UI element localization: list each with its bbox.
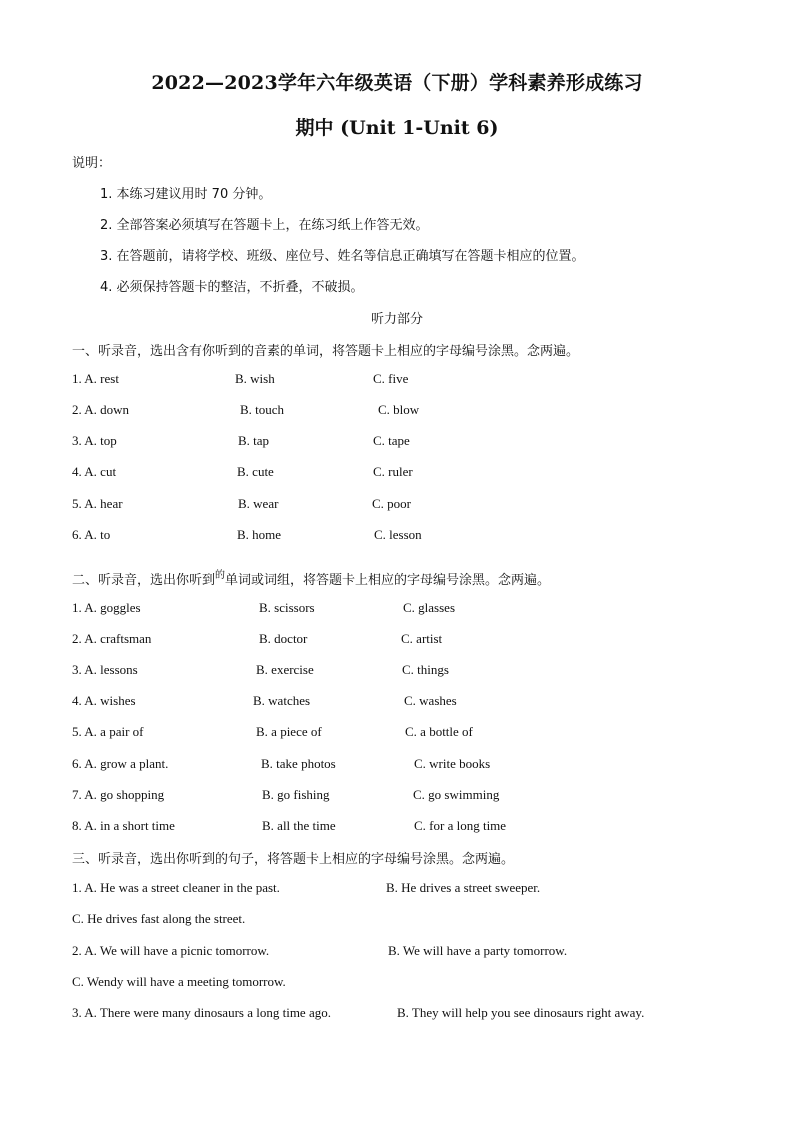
part3-heading: 三、听录音，选出你听到的句子，将答题卡上相应的字母编号涂黑。念两遍。 xyxy=(72,852,515,867)
option-b: B. wish xyxy=(235,371,275,386)
part2-heading-pre: 二、听录音，选出你听到 xyxy=(72,573,216,588)
option-c: C. artist xyxy=(401,631,443,646)
option-b: B. watches xyxy=(253,693,311,708)
option-a: 5. A. hear xyxy=(72,496,123,511)
option-a: 8. A. in a short time xyxy=(72,818,175,833)
option-a: 3. A. top xyxy=(72,433,117,448)
option-a: 5. A. a pair of xyxy=(72,724,144,739)
page-subtitle: 期中 (Unit 1-Unit 6) xyxy=(295,117,499,139)
option-a: 2. A. down xyxy=(72,402,130,417)
option-c: C. things xyxy=(402,662,449,677)
option-b: B. wear xyxy=(238,496,279,511)
part2-heading xyxy=(72,566,550,588)
option-c: C. washes xyxy=(404,693,457,708)
option-a: 1. A. goggles xyxy=(72,600,141,615)
option-c: C. tape xyxy=(373,433,410,448)
option-a: 4. A. cut xyxy=(72,464,117,479)
option-c: C. Wendy will have a meeting tomorrow. xyxy=(72,974,286,989)
option-a: 7. A. go shopping xyxy=(72,787,165,802)
page-title: 2022—2023学年六年级英语（下册）学科素养形成练习 xyxy=(151,72,643,94)
option-c: C. ruler xyxy=(373,464,413,479)
instruction-item: 2. 全部答案必须填写在答题卡上，在练习纸上作答无效。 xyxy=(100,218,429,233)
option-a: 3. A. lessons xyxy=(72,662,138,677)
option-b: B. touch xyxy=(240,402,285,417)
instruction-item: 3. 在答题前，请将学校、班级、座位号、姓名等信息正确填写在答题卡相应的位置。 xyxy=(100,249,585,264)
option-c: C. go swimming xyxy=(413,787,500,802)
option-b: B. cute xyxy=(237,464,274,479)
option-c: C. a bottle of xyxy=(405,724,473,739)
option-b: B. tap xyxy=(238,433,270,448)
option-b: B. scissors xyxy=(259,600,315,615)
option-b: B. We will have a party tomorrow. xyxy=(388,943,568,958)
option-b: B. exercise xyxy=(256,662,314,677)
part2-heading-sup: 的 xyxy=(215,570,226,581)
part2-heading-post: 单词或词组，将答题卡上相应的字母编号涂黑。念两遍。 xyxy=(225,573,551,588)
option-c: C. blow xyxy=(378,402,420,417)
option-c: C. He drives fast along the street. xyxy=(72,911,246,926)
option-b: B. take photos xyxy=(261,756,336,771)
option-a: 4. A. wishes xyxy=(72,693,136,708)
option-b: B. a piece of xyxy=(256,724,322,739)
part1-heading: 一、听录音，选出含有你听到的音素的单词，将答题卡上相应的字母编号涂黑。念两遍。 xyxy=(72,344,580,359)
option-a: 6. A. to xyxy=(72,527,111,542)
instruction-item: 1. 本练习建议用时 70 分钟。 xyxy=(100,187,272,202)
option-a: 2. A. We will have a picnic tomorrow. xyxy=(72,943,270,958)
option-a: 6. A. grow a plant. xyxy=(72,756,169,771)
option-b: B. go fishing xyxy=(262,787,330,802)
option-b: B. all the time xyxy=(262,818,336,833)
option-a: 1. A. He was a street cleaner in the past. xyxy=(72,880,280,895)
option-a: 1. A. rest xyxy=(72,371,119,386)
option-b: B. doctor xyxy=(259,631,308,646)
option-c: C. lesson xyxy=(374,527,422,542)
option-a: 2. A. craftsman xyxy=(72,631,152,646)
option-a: 3. A. There were many dinosaurs a long time ago. xyxy=(72,1005,331,1020)
option-b: B. He drives a street sweeper. xyxy=(386,880,541,895)
option-c: C. glasses xyxy=(403,600,455,615)
option-c: C. poor xyxy=(372,496,411,511)
option-c: C. write books xyxy=(414,756,491,771)
section-label: 听力部分 xyxy=(370,312,423,327)
option-b: B. They will help you see dinosaurs right away. xyxy=(397,1005,645,1020)
option-c: C. five xyxy=(373,371,409,386)
instruction-item: 4. 必须保持答题卡的整洁，不折叠，不破损。 xyxy=(100,280,364,295)
instructions-heading: 说明： xyxy=(72,156,112,171)
option-b: B. home xyxy=(237,527,282,542)
option-c: C. for a long time xyxy=(414,818,507,833)
